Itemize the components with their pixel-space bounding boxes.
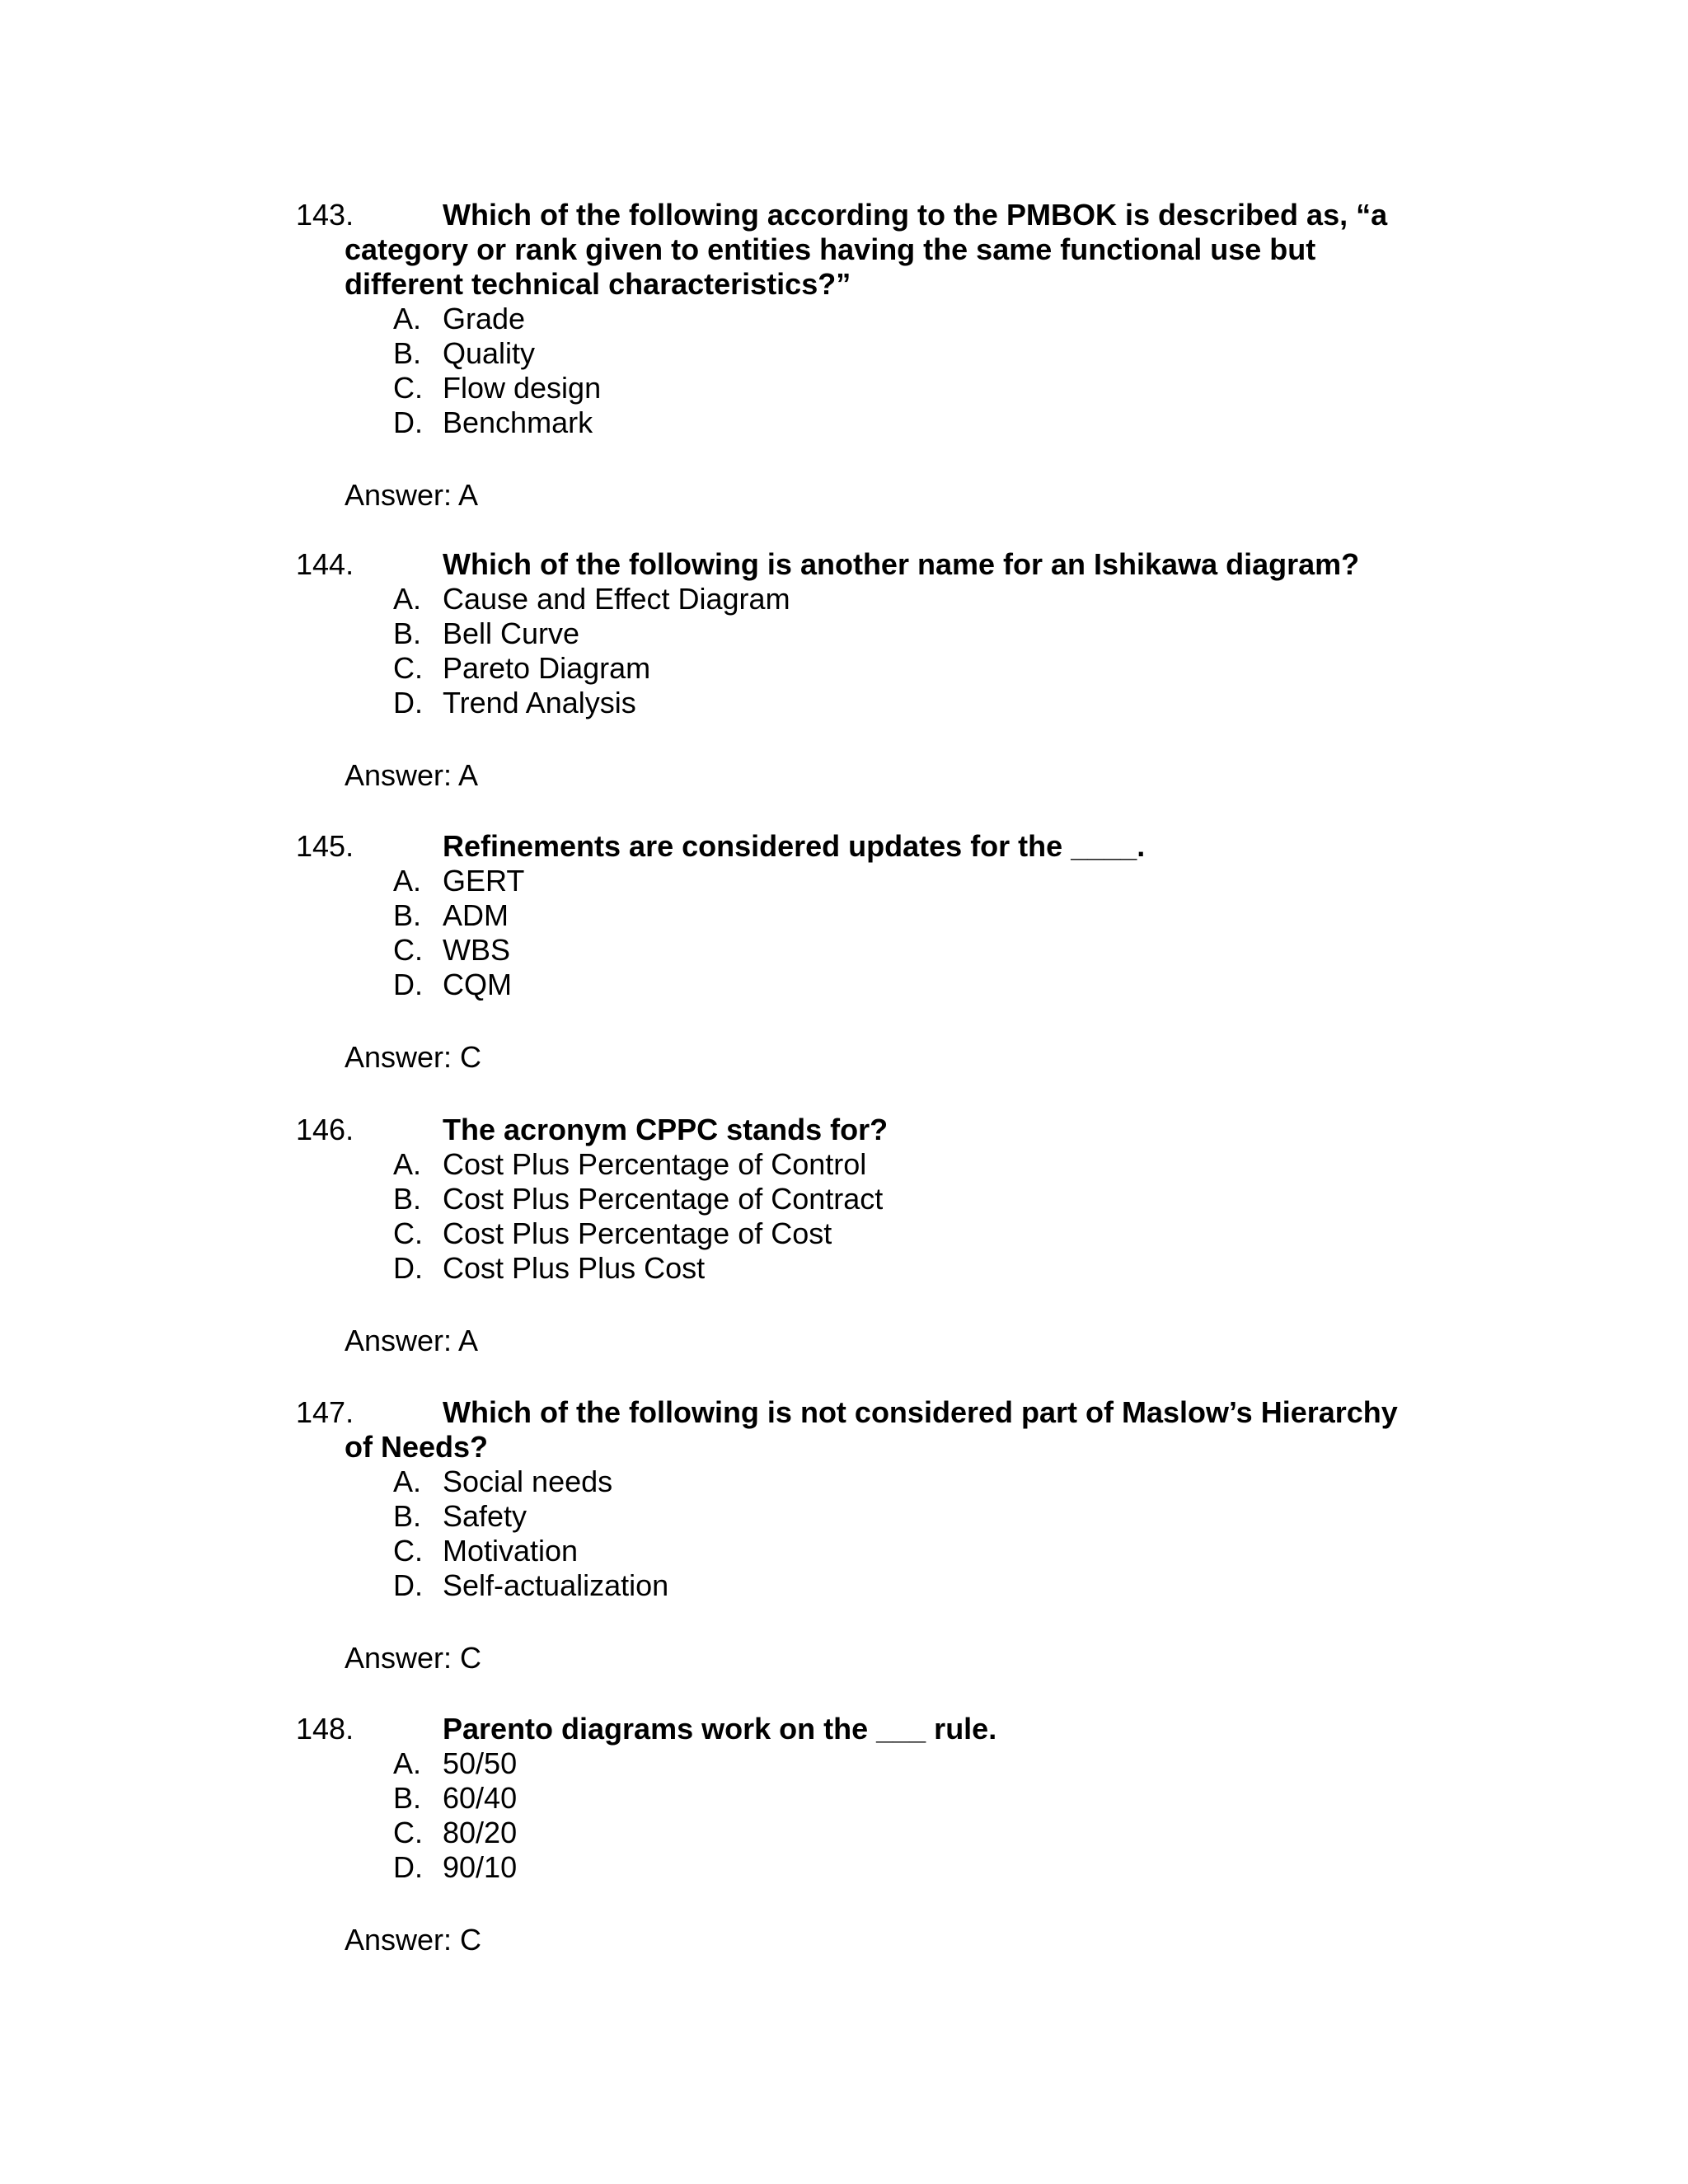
option-text: 80/20 bbox=[443, 1816, 518, 1849]
question-text-line: of Needs? bbox=[345, 1430, 489, 1464]
option-d bbox=[0, 405, 1688, 440]
option-letter: C. bbox=[393, 371, 423, 405]
question-text: Which of the following is another name for an Ishikawa diagram? bbox=[443, 547, 1360, 581]
question-144 bbox=[0, 547, 1688, 793]
option-letter: D. bbox=[393, 1251, 423, 1285]
option-letter: C. bbox=[393, 651, 423, 685]
option-text: CQM bbox=[443, 968, 512, 1001]
option-c bbox=[0, 651, 1688, 686]
question-text: Refinements are considered updates for the ____. bbox=[443, 829, 1146, 863]
question-number: 148. bbox=[296, 1712, 354, 1746]
question-text: Which of the following is not considered part of Maslow’s Hierarchy bbox=[443, 1395, 1398, 1429]
option-letter: A. bbox=[393, 1746, 422, 1780]
question-text-continued bbox=[0, 1430, 1498, 1465]
question-number: 144. bbox=[296, 547, 354, 581]
option-d bbox=[0, 968, 1688, 1002]
question-text-line: different technical characteristics?” bbox=[345, 267, 851, 301]
option-b bbox=[0, 1499, 1688, 1534]
option-text: Social needs bbox=[443, 1465, 613, 1498]
option-letter: A. bbox=[393, 1147, 422, 1181]
question-text-line: category or rank given to entities having the same functional use but bbox=[345, 232, 1316, 266]
option-text: WBS bbox=[443, 933, 511, 967]
option-letter: D. bbox=[393, 405, 423, 439]
option-text: Trend Analysis bbox=[443, 686, 636, 719]
question-147 bbox=[0, 1395, 1688, 1675]
option-text: Cost Plus Percentage of Control bbox=[443, 1147, 867, 1181]
option-text: Cost Plus Plus Cost bbox=[443, 1251, 706, 1285]
option-text: Self-actualization bbox=[443, 1568, 669, 1602]
option-text: Cause and Effect Diagram bbox=[443, 582, 790, 616]
option-text: ADM bbox=[443, 898, 509, 932]
option-letter: A. bbox=[393, 864, 422, 898]
option-list bbox=[0, 302, 1688, 440]
option-text: Bell Curve bbox=[443, 616, 580, 650]
option-c bbox=[0, 1216, 1688, 1251]
option-b bbox=[0, 616, 1688, 651]
question-first-line bbox=[0, 198, 1688, 232]
option-letter: D. bbox=[393, 686, 423, 719]
option-text: GERT bbox=[443, 864, 525, 898]
option-letter: D. bbox=[393, 1850, 423, 1884]
option-a bbox=[0, 1746, 1688, 1781]
question-number: 146. bbox=[296, 1113, 354, 1146]
option-text: Cost Plus Percentage of Contract bbox=[443, 1182, 884, 1216]
option-b bbox=[0, 1182, 1688, 1216]
option-a bbox=[0, 302, 1688, 336]
question-first-line bbox=[0, 829, 1688, 864]
option-list bbox=[0, 1465, 1688, 1603]
option-a bbox=[0, 1465, 1688, 1499]
option-letter: B. bbox=[393, 1499, 422, 1533]
option-d bbox=[0, 1850, 1688, 1885]
option-a bbox=[0, 1147, 1688, 1182]
option-letter: C. bbox=[393, 933, 423, 967]
option-c bbox=[0, 933, 1688, 968]
option-letter: C. bbox=[393, 1534, 423, 1568]
option-letter: B. bbox=[393, 616, 422, 650]
answer-line: Answer: A bbox=[345, 478, 479, 512]
option-text: Cost Plus Percentage of Cost bbox=[443, 1216, 832, 1250]
option-text: Flow design bbox=[443, 371, 602, 405]
option-letter: B. bbox=[393, 898, 422, 932]
option-a bbox=[0, 864, 1688, 898]
option-letter: A. bbox=[393, 1465, 422, 1498]
option-c bbox=[0, 1816, 1688, 1850]
option-text: Quality bbox=[443, 336, 536, 370]
option-letter: A. bbox=[393, 302, 422, 335]
option-letter: C. bbox=[393, 1216, 423, 1250]
answer-line: Answer: C bbox=[345, 1923, 482, 1957]
question-text: Parento diagrams work on the ___ rule. bbox=[443, 1712, 997, 1746]
answer-line: Answer: C bbox=[345, 1040, 482, 1074]
question-148 bbox=[0, 1712, 1688, 1957]
option-letter: B. bbox=[393, 1781, 422, 1815]
question-145 bbox=[0, 829, 1688, 1075]
option-letter: C. bbox=[393, 1816, 423, 1849]
option-text: 60/40 bbox=[443, 1781, 518, 1815]
option-c bbox=[0, 371, 1688, 405]
answer-line: Answer: C bbox=[345, 1641, 482, 1675]
option-list bbox=[0, 582, 1688, 720]
option-text: Safety bbox=[443, 1499, 528, 1533]
option-text: 50/50 bbox=[443, 1746, 518, 1780]
question-text: Which of the following according to the PMBOK is described as, “a bbox=[443, 198, 1388, 232]
option-b bbox=[0, 336, 1688, 371]
option-text: Grade bbox=[443, 302, 526, 335]
option-d bbox=[0, 1251, 1688, 1286]
option-list bbox=[0, 1147, 1688, 1286]
option-letter: A. bbox=[393, 582, 422, 616]
option-list bbox=[0, 864, 1688, 1002]
question-146 bbox=[0, 1113, 1688, 1358]
option-b bbox=[0, 898, 1688, 933]
question-first-line bbox=[0, 1395, 1688, 1430]
option-text: Motivation bbox=[443, 1534, 579, 1568]
option-d bbox=[0, 686, 1688, 720]
question-number: 145. bbox=[296, 829, 354, 863]
option-text: Benchmark bbox=[443, 405, 593, 439]
question-number: 147. bbox=[296, 1395, 354, 1429]
option-letter: B. bbox=[393, 1182, 422, 1216]
option-letter: D. bbox=[393, 968, 423, 1001]
question-first-line bbox=[0, 1712, 1688, 1746]
option-list bbox=[0, 1746, 1688, 1885]
answer-line: Answer: A bbox=[345, 1324, 479, 1357]
question-text: The acronym CPPC stands for? bbox=[443, 1113, 889, 1146]
option-b bbox=[0, 1781, 1688, 1816]
question-143 bbox=[0, 198, 1688, 513]
question-first-line bbox=[0, 547, 1688, 582]
answer-line: Answer: A bbox=[345, 758, 479, 792]
option-c bbox=[0, 1534, 1688, 1568]
option-a bbox=[0, 582, 1688, 616]
option-letter: D. bbox=[393, 1568, 423, 1602]
question-text-continued bbox=[0, 232, 1498, 302]
option-text: Pareto Diagram bbox=[443, 651, 651, 685]
question-number: 143. bbox=[296, 198, 354, 232]
option-text: 90/10 bbox=[443, 1850, 518, 1884]
option-letter: B. bbox=[393, 336, 422, 370]
question-first-line bbox=[0, 1113, 1688, 1147]
option-d bbox=[0, 1568, 1688, 1603]
